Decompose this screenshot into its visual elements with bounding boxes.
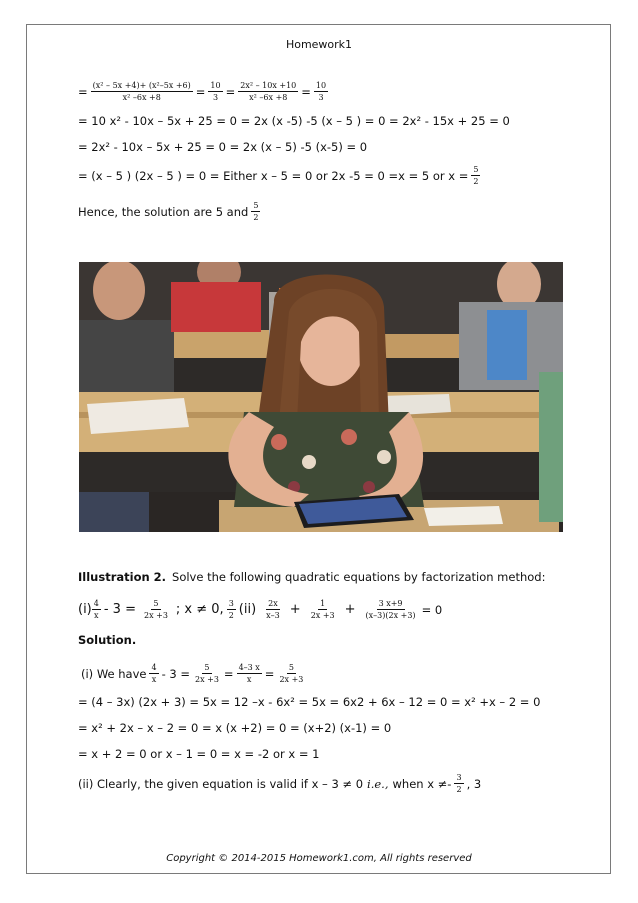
fraction [471,164,480,187]
solution-line-3: = x² + 2x – x – 2 = 0 = x (x +2) = 0 = (x+2) (x-1) = 0 [78,721,392,735]
illustration-heading [78,570,545,584]
illustration-label: Illustration 2. [78,570,167,584]
fraction [454,772,463,795]
numerator: 3 [456,773,462,782]
fraction [264,598,282,621]
fraction [91,80,193,103]
numerator: 3 [228,599,234,608]
numerator: 4 [151,663,157,672]
eq-sign: = [195,84,206,99]
numerator: 5 [153,599,159,608]
denominator: (x–3)(2x +3) [365,611,416,620]
fraction [251,200,260,223]
numerator: 2x [268,599,278,608]
eq-sign: = [225,84,236,99]
numerator: 10 [210,81,221,90]
fraction [277,662,305,685]
denominator: 2 [473,177,479,186]
numerator: 3 x+9 [378,599,403,608]
solution-line-1 [81,662,308,685]
denominator: 2x +3 [194,675,219,684]
solution-line-5 [78,772,481,795]
denominator: 3 [212,93,219,102]
numerator: 5 [473,165,479,174]
denominator: x–3 [266,611,280,620]
numerator: 2x² – 10x +10 [240,81,297,90]
numerator: 1 [320,599,326,608]
numerator: 5 [288,663,294,672]
solution-text: when x ≠- [392,776,452,791]
summary-text: Hence, the solution are 5 and [78,204,249,219]
denominator: 2 [228,611,234,620]
eq-sign: = [78,84,88,99]
fraction [92,598,101,621]
denominator: 2 [456,785,462,794]
part-ii-label: (ii) [238,602,257,617]
fraction [193,662,221,685]
denominator: 2x +3 [310,611,335,620]
denominator: x [151,675,157,684]
plus-sign: + [344,602,356,617]
denominator: x [246,675,252,684]
plus-sign: + [289,602,301,617]
equation-line-1 [78,80,331,103]
page-footer: Copyright © 2014-2015 Homework1.com, All rights reserved [166,853,472,864]
eq-sign: = [301,84,311,99]
fraction [142,598,170,621]
fraction [237,662,262,685]
denominator: 2x +3 [143,611,168,620]
fraction [227,598,236,621]
denominator: x² –6x +8 [122,93,161,102]
fraction [208,80,222,103]
numerator: 10 [315,81,327,90]
eq-sign: = [223,666,234,681]
fraction [314,80,328,103]
denominator: x² –6x +8 [249,93,288,102]
denominator: 2 [253,213,259,222]
solution-label: Solution. [78,633,137,647]
numerator: 5 [204,663,210,672]
expression: - 3 = [103,602,136,617]
numerator: 5 [253,201,259,210]
condition: ; x ≠ 0, [175,602,224,617]
expression: - 3 = [161,666,190,681]
equation-line-2: = 10 x² - 10x – 5x + 25 = 0 = 2x (x -5) -5 (x – 5 ) = 0 = 2x² - 15x + 25 = 0 [78,114,510,128]
equals-zero: = 0 [421,602,443,617]
denominator: 3 [318,93,324,102]
solution-text: (ii) Clearly, the given equation is valid if x – 3 ≠ 0 [78,776,364,791]
numerator: (x² – 5x +4)+ (x²–5x +6) [92,81,191,90]
equation-line-4 [78,164,483,187]
problem-statement [78,598,442,621]
fraction [238,80,298,103]
fraction [149,662,158,685]
solution-line-4: = x + 2 = 0 or x – 1 = 0 = x = -2 or x = 1 [78,747,320,761]
numerator: 4–3 x [238,663,260,672]
solution-summary [78,200,263,223]
part-i-label: (i) [78,602,92,617]
equation-line-3: = 2x² - 10x – 5x + 25 = 0 = 2x (x – 5) -5 (x-5) = 0 [78,140,368,154]
solution-line-2: = (4 – 3x) (2x + 3) = 5x = 12 –x - 6x² = 5x = 6x2 + 6x – 12 = 0 = x² +x – 2 = 0 [78,695,541,709]
denominator: 2x +3 [279,675,304,684]
denominator: x [94,611,99,620]
fraction [364,598,418,621]
fraction [309,598,337,621]
ie-text: i.e., [367,776,389,791]
eq-sign: = [264,666,275,681]
illustration-text: Solve the following quadratic equations by factorization method: [172,570,546,584]
solution-text: , 3 [466,776,482,791]
equation-text: = (x – 5 ) (2x – 5 ) = 0 = Either x – 5 = 0 or 2x -5 = 0 =x = 5 or x = [78,168,469,183]
classroom-illustration [79,262,563,532]
numerator: 4 [93,599,99,608]
solution-text: (i) We have [81,666,147,681]
classroom-photo [79,262,563,532]
page-header: Homework1 [285,38,353,51]
